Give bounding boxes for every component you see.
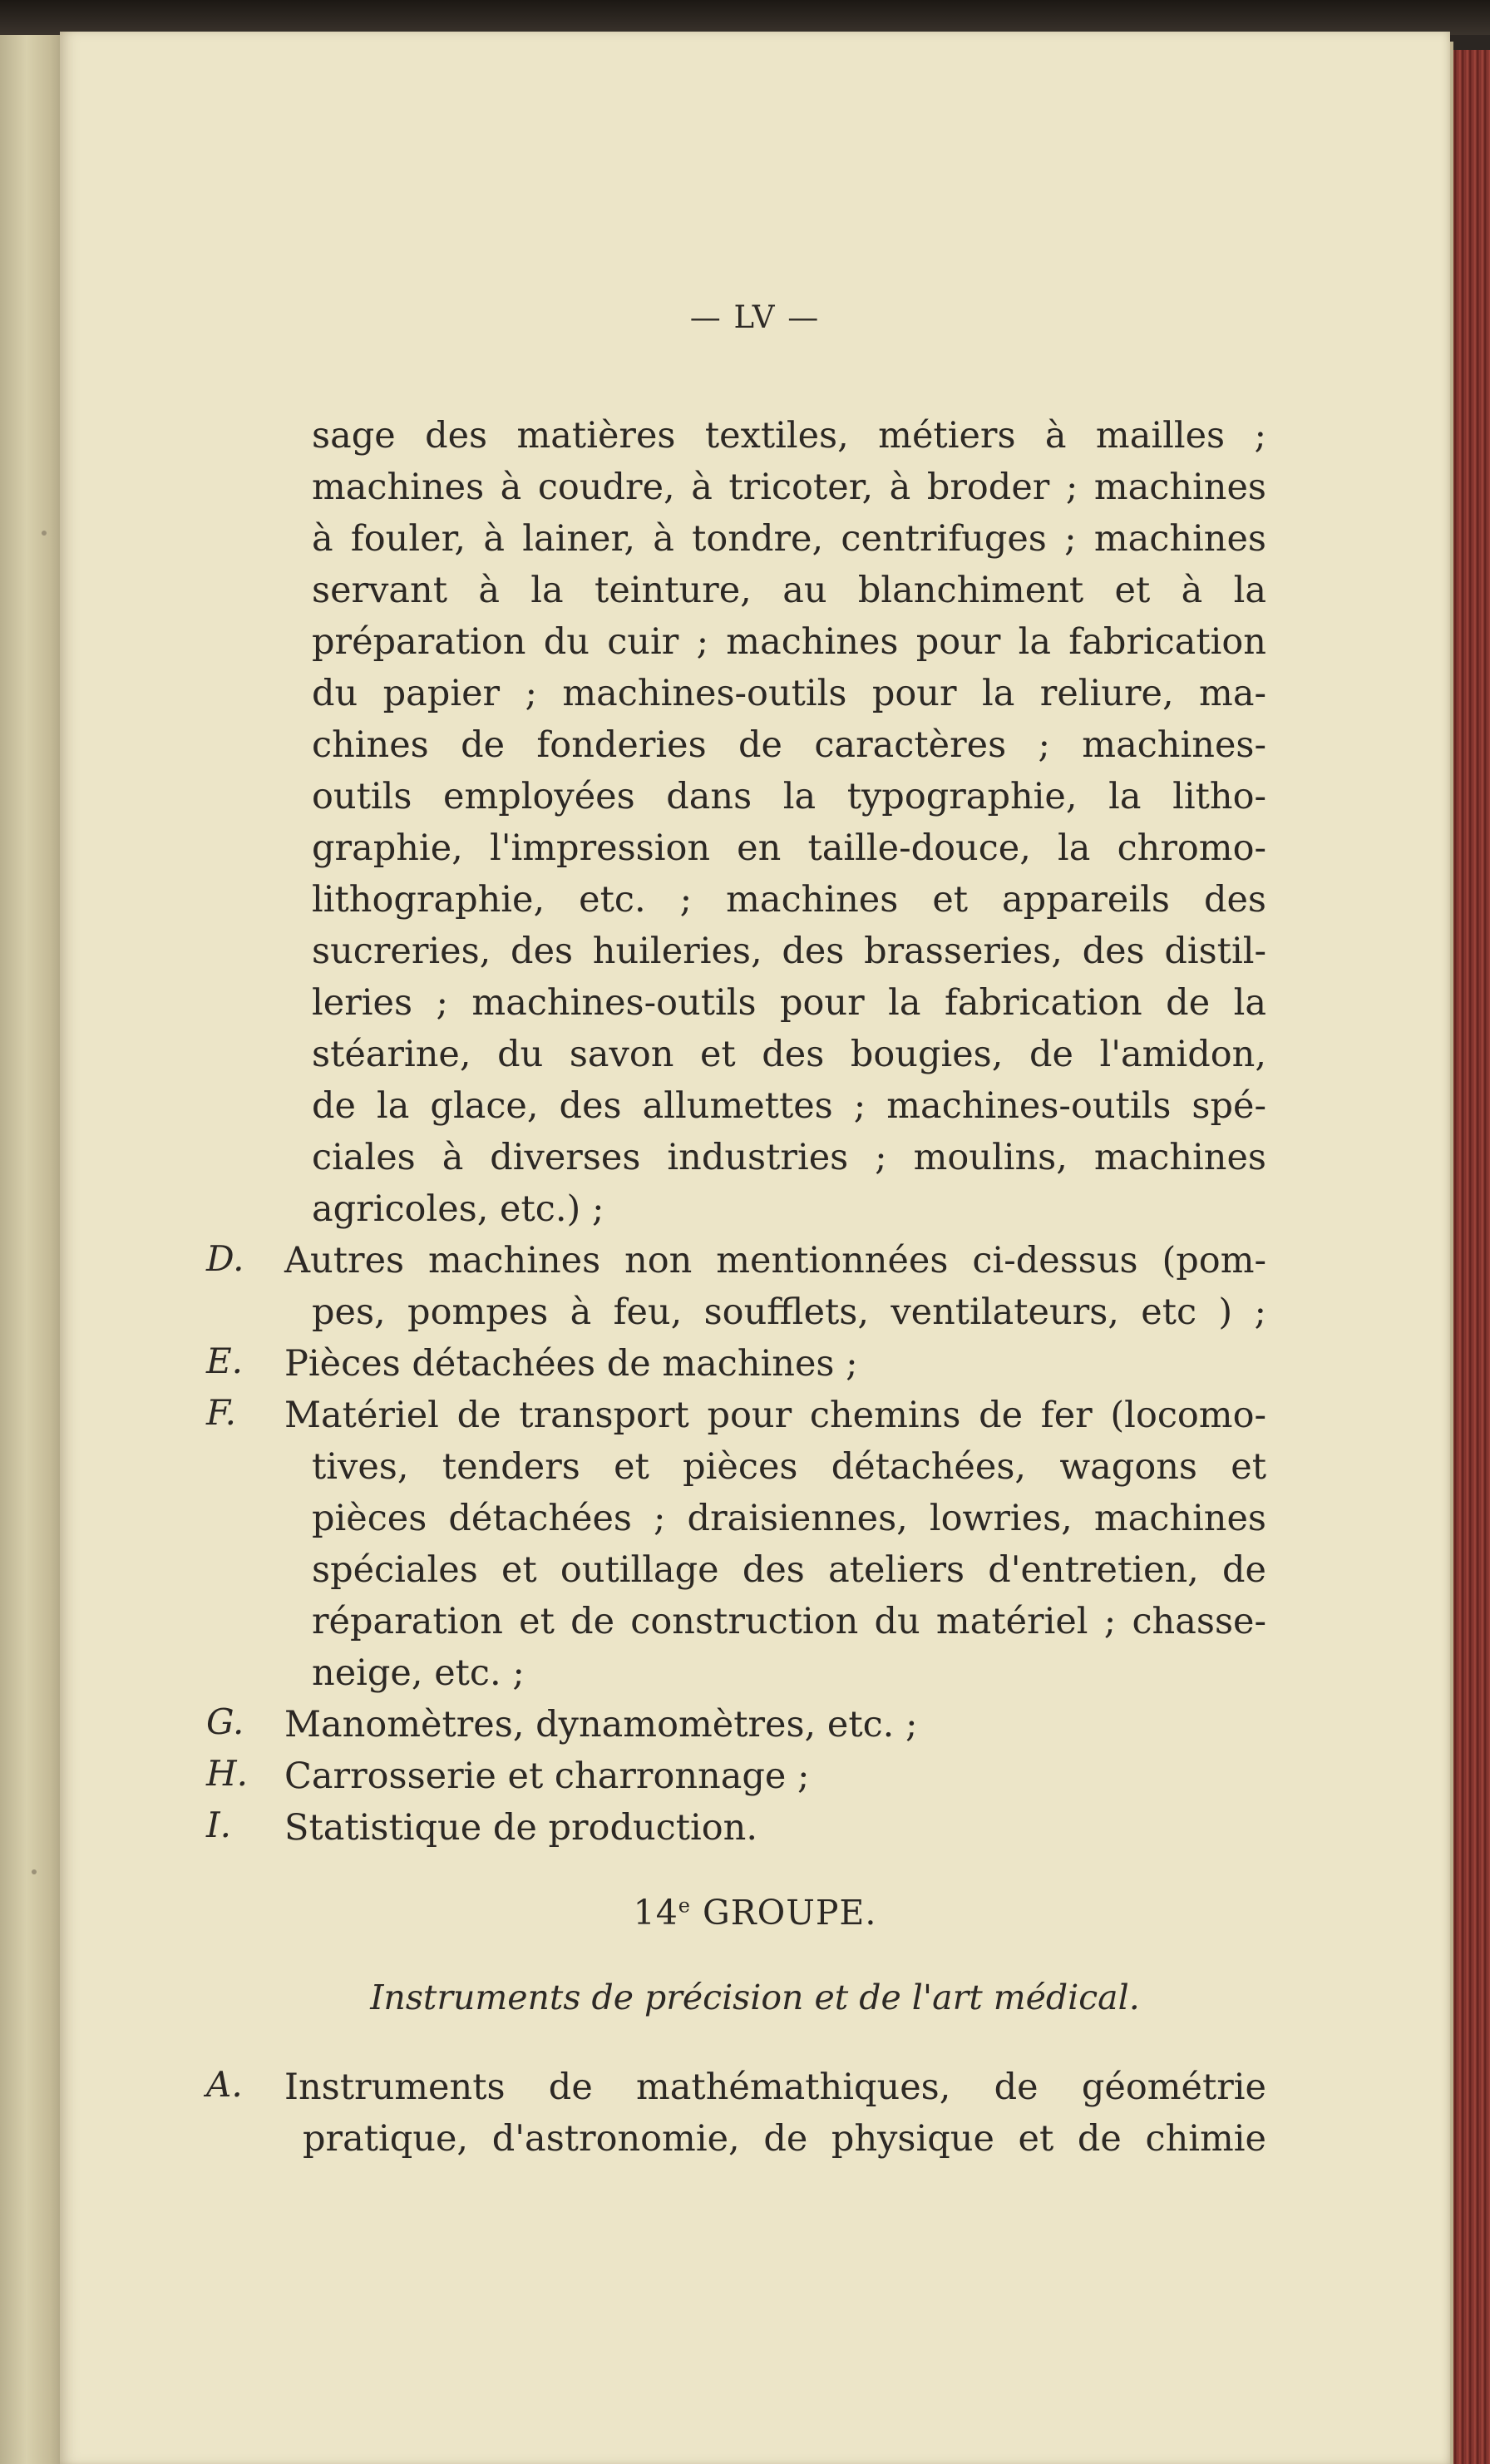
- book-page: [60, 32, 1450, 2464]
- text-line: stéarine, du savon et des bougies, de l'amidon,: [312, 1034, 1266, 1075]
- group-heading: [60, 1893, 1450, 1933]
- text-line: Matériel de transport pour chemins de fer (locomo-: [284, 1395, 1266, 1436]
- text-line: Manomètres, dynamomètres, etc. ;: [284, 1704, 918, 1746]
- text-line: pièces détachées ; draisiennes, lowries, machines: [312, 1498, 1266, 1539]
- item-letter: G.: [206, 1701, 244, 1742]
- text-line: Instruments de mathémathiques, de géométrie: [284, 2067, 1266, 2108]
- text-line: Autres machines non mentionnées ci-dessus (pom-: [284, 1240, 1266, 1281]
- text-line: du papier ; machines-outils pour la reliure, ma-: [312, 673, 1266, 714]
- text-line: outils employées dans la typographie, la litho-: [312, 776, 1266, 817]
- text-line: à fouler, à lainer, à tondre, centrifuges ; machines: [312, 518, 1266, 560]
- paper-speck: [42, 531, 47, 536]
- text-line: neige, etc. ;: [312, 1652, 525, 1694]
- text-line: pes, pompes à feu, soufflets, ventilateurs, etc ) ;: [312, 1291, 1266, 1333]
- text-line: Carrosserie et charronnage ;: [284, 1755, 810, 1797]
- item-letter: D.: [206, 1238, 244, 1279]
- scan-background: [0, 0, 1490, 35]
- text-line: lithographie, etc. ; machines et appareils des: [312, 879, 1266, 921]
- text-line: agricoles, etc.) ;: [312, 1188, 604, 1230]
- item-letter: F.: [206, 1392, 236, 1433]
- text-line: Statistique de production.: [284, 1807, 758, 1849]
- group-ordinal: e: [678, 1894, 691, 1918]
- text-line: chines de fonderies de caractères ; machines-: [312, 724, 1266, 766]
- text-line: Pièces détachées de machines ;: [284, 1343, 858, 1385]
- book-cover-edge: [1450, 50, 1490, 2464]
- group-number: 14: [633, 1893, 678, 1933]
- text-line: préparation du cuir ; machines pour la fabrication: [312, 621, 1266, 663]
- item-letter: I.: [206, 1805, 231, 1845]
- text-line: tives, tenders et pièces détachées, wagons et: [312, 1446, 1266, 1488]
- text-line: machines à coudre, à tricoter, à broder ; machines: [312, 467, 1266, 508]
- group-label: GROUPE.: [703, 1893, 877, 1933]
- item-letter: H.: [206, 1753, 248, 1794]
- text-line: sucreries, des huileries, des brasseries, des distil-: [312, 931, 1266, 972]
- text-line: réparation et de construction du matériel ; chasse-: [312, 1601, 1266, 1642]
- section-subheading: Instruments de précision et de l'art médical.: [370, 1978, 1140, 2017]
- paper-speck: [32, 1869, 37, 1874]
- text-line: leries ; machines-outils pour la fabrication de la: [312, 982, 1266, 1024]
- page-folio: — LV —: [689, 299, 821, 335]
- text-line: pratique, d'astronomie, de physique et de chimie: [303, 2118, 1266, 2160]
- text-line: ciales à diverses industries ; moulins, machines: [312, 1137, 1266, 1178]
- item-letter: A.: [206, 2064, 243, 2105]
- text-line: graphie, l'impression en taille-douce, la chromo-: [312, 827, 1266, 869]
- text-line: sage des matières textiles, métiers à mailles ;: [312, 415, 1266, 457]
- text-line: de la glace, des allumettes ; machines-outils spé-: [312, 1085, 1266, 1127]
- item-letter: E.: [206, 1341, 244, 1381]
- text-line: servant à la teinture, au blanchiment et à la: [312, 570, 1266, 611]
- book-gutter: [0, 35, 67, 2464]
- text-line: spéciales et outillage des ateliers d'entretien, de: [312, 1549, 1266, 1591]
